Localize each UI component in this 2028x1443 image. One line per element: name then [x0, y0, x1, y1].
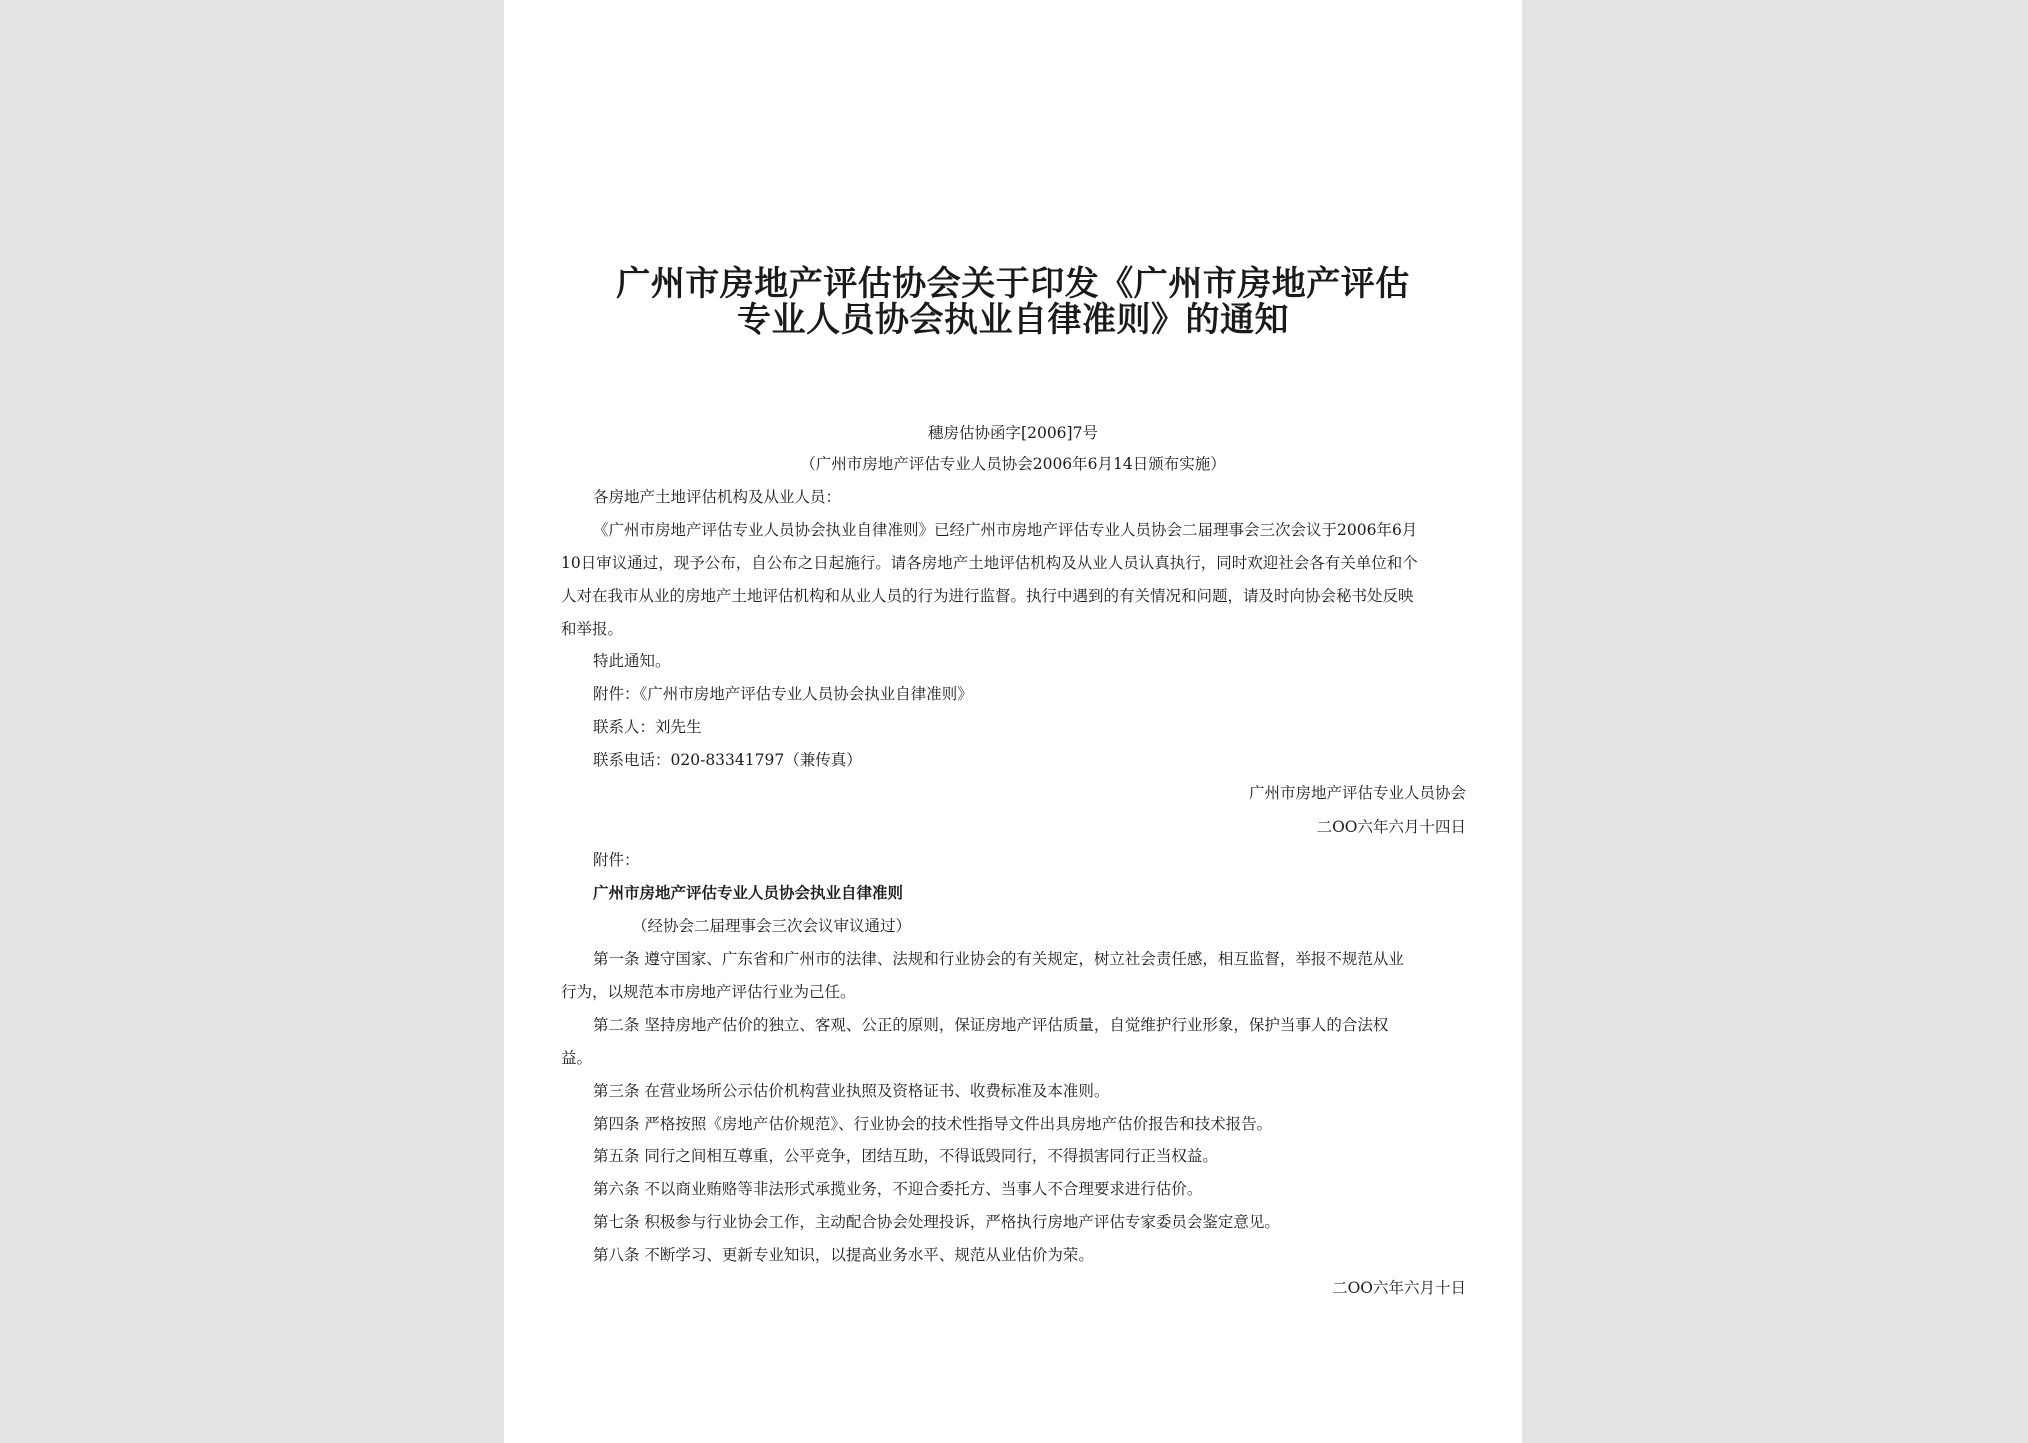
article-7: 第七条 积极参与行业协会工作，主动配合协会处理投诉，严格执行房地产评估专家委员会鉴定意见。 — [593, 1213, 1280, 1231]
article-5: 第五条 同行之间相互尊重，公平竞争，团结互助，不得诋毁同行，不得损害同行正当权益。 — [593, 1147, 1218, 1165]
document-title-line-2: 专业人员协会执业自律准则》的通知 — [737, 300, 1289, 340]
body-line-2: 10日审议通过，现予公布，自公布之日起施行。请各房地产土地评估机构及从业人员认真执行，同时欢迎社会各有关单位和个 — [561, 554, 1418, 572]
document-page — [504, 0, 1522, 1443]
issue-note: （广州市房地产评估专业人员协会2006年6月14日颁布实施） — [800, 455, 1226, 473]
document-number: 穗房估协函字[2006]7号 — [928, 424, 1098, 442]
article-6: 第六条 不以商业贿赂等非法形式承揽业务，不迎合委托方、当事人不合理要求进行估价。 — [593, 1180, 1203, 1198]
article-1-line-1: 第一条 遵守国家、广东省和广州市的法律、法规和行业协会的有关规定，树立社会责任感，相互监督，举报不规范从业 — [593, 950, 1404, 968]
article-3: 第三条 在营业场所公示估价机构营业执照及资格证书、收费标准及本准则。 — [593, 1082, 1110, 1100]
attachment-label: 附件： — [593, 851, 640, 869]
closing: 特此通知。 — [593, 652, 671, 670]
signature-org: 广州市房地产评估专业人员协会 — [1248, 784, 1466, 802]
body-line-3: 人对在我市从业的房地产土地评估机构和从业人员的行为进行监督。执行中遇到的有关情况和问题，请及时向协会秘书处反映 — [561, 587, 1414, 605]
attachment-reference: 附件：《广州市房地产评估专业人员协会执业自律准则》 — [593, 685, 973, 703]
signature-date: 二OO六年六月十四日 — [1316, 818, 1466, 836]
document-title-line-1: 广州市房地产评估协会关于印发《广州市房地产评估 — [616, 264, 1410, 304]
contact-phone: 联系电话：020-83341797（兼传真） — [593, 751, 862, 769]
attachment-subtitle: （经协会二届理事会三次会议审议通过） — [632, 917, 912, 935]
article-8: 第八条 不断学习、更新专业知识，以提高业务水平、规范从业估价为荣。 — [593, 1246, 1094, 1264]
salutation: 各房地产土地评估机构及从业人员： — [593, 488, 842, 506]
article-2-line-2: 益。 — [561, 1049, 593, 1067]
contact-person: 联系人：刘先生 — [593, 718, 702, 736]
attachment-date: 二OO六年六月十日 — [1332, 1279, 1466, 1297]
article-2-line-1: 第二条 坚持房地产估价的独立、客观、公正的原则，保证房地产评估质量，自觉维护行业形象，保护当事人的合法权 — [593, 1016, 1389, 1034]
article-4: 第四条 严格按照《房地产估价规范》、行业协会的技术性指导文件出具房地产估价报告和技术报告。 — [593, 1115, 1273, 1133]
attachment-title: 广州市房地产评估专业人员协会执业自律准则 — [593, 883, 904, 902]
article-1-line-2: 行为，以规范本市房地产评估行业为己任。 — [561, 983, 856, 1001]
body-line-4: 和举报。 — [561, 620, 624, 638]
body-line-1: 《广州市房地产评估专业人员协会执业自律准则》已经广州市房地产评估专业人员协会二届理事会三次会议于2006年6月 — [593, 521, 1418, 539]
